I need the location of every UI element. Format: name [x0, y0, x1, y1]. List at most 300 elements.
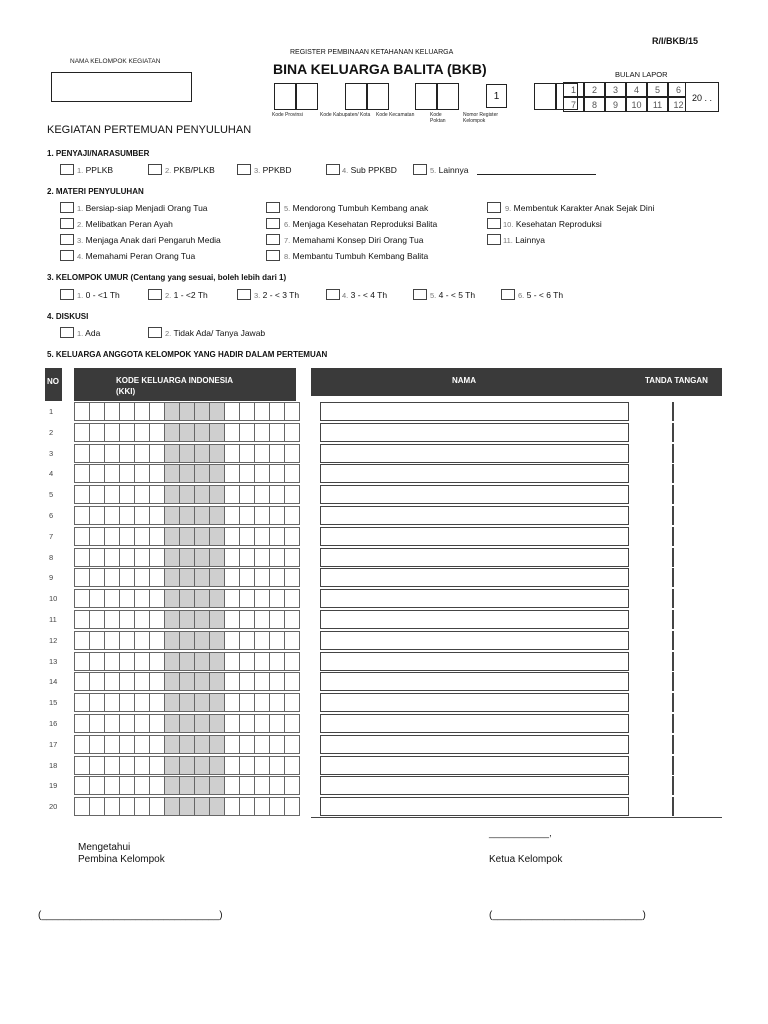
kki-digit-cell[interactable] [134, 610, 150, 629]
kki-digit-cell[interactable] [194, 548, 210, 567]
kki-digit-cell[interactable] [239, 714, 255, 733]
kki-digit-cell[interactable] [149, 610, 165, 629]
kki-digit-cell[interactable] [74, 402, 90, 421]
kki-digit-cell[interactable] [269, 464, 285, 483]
kki-digit-cell[interactable] [224, 797, 240, 816]
kki-digit-cell[interactable] [149, 672, 165, 691]
kki-digit-cell[interactable] [104, 423, 120, 442]
kki-digit-cell[interactable] [164, 693, 180, 712]
tanda-tangan-field[interactable] [672, 568, 674, 587]
kki-digit-cell[interactable] [239, 589, 255, 608]
kki-digit-cell[interactable] [239, 776, 255, 795]
kki-digit-cell[interactable] [254, 776, 270, 795]
kki-digit-cell[interactable] [134, 423, 150, 442]
kki-digit-cell[interactable] [269, 652, 285, 671]
kki-digit-cell[interactable] [89, 485, 105, 504]
nama-field[interactable] [320, 776, 629, 795]
tanda-tangan-field[interactable] [672, 756, 674, 775]
kki-digit-cell[interactable] [149, 527, 165, 546]
kki-digit-cell[interactable] [194, 693, 210, 712]
q1-lainnya-line[interactable] [477, 174, 596, 175]
kki-digit-cell[interactable] [104, 464, 120, 483]
kki-digit-cell[interactable] [119, 693, 135, 712]
kki-digit-cell[interactable] [164, 568, 180, 587]
nama-field[interactable] [320, 527, 629, 546]
kki-digit-cell[interactable] [164, 464, 180, 483]
nama-field[interactable] [320, 735, 629, 754]
kki-digit-cell[interactable] [179, 589, 195, 608]
nama-field[interactable] [320, 589, 629, 608]
kki-digit-cell[interactable] [134, 672, 150, 691]
kki-digit-cell[interactable] [164, 797, 180, 816]
kki-digit-cell[interactable] [284, 714, 300, 733]
kki-digit-cell[interactable] [284, 589, 300, 608]
nama-field[interactable] [320, 631, 629, 650]
kki-digit-cell[interactable] [239, 506, 255, 525]
tahun-box[interactable]: 20 . . [685, 82, 719, 112]
kki-digit-cell[interactable] [89, 610, 105, 629]
kki-digit-cell[interactable] [119, 797, 135, 816]
register-number-box[interactable]: 1 [486, 84, 507, 108]
kki-digit-cell[interactable] [134, 444, 150, 463]
kki-digit-cell[interactable] [194, 568, 210, 587]
month-8[interactable]: 8 [584, 97, 605, 112]
tanda-tangan-field[interactable] [672, 735, 674, 754]
kki-digit-cell[interactable] [224, 444, 240, 463]
tanda-tangan-field[interactable] [672, 506, 674, 525]
kki-digit-cell[interactable] [149, 464, 165, 483]
kki-digit-cell[interactable] [89, 589, 105, 608]
kki-digit-cell[interactable] [179, 444, 195, 463]
kki-digit-cell[interactable] [104, 756, 120, 775]
q3-checkbox-2[interactable] [148, 289, 162, 300]
signature-pembina[interactable]: (________________________________) [38, 910, 223, 921]
q2-checkbox-5[interactable] [266, 202, 280, 213]
kki-digit-cell[interactable] [269, 423, 285, 442]
tanda-tangan-field[interactable] [672, 485, 674, 504]
kki-digit-cell[interactable] [164, 527, 180, 546]
kki-digit-cell[interactable] [74, 756, 90, 775]
kki-digit-cell[interactable] [74, 444, 90, 463]
kki-digit-cell[interactable] [224, 735, 240, 754]
kki-digit-cell[interactable] [224, 714, 240, 733]
kki-digit-cell[interactable] [164, 652, 180, 671]
kki-digit-cell[interactable] [179, 568, 195, 587]
kki-digit-cell[interactable] [209, 652, 225, 671]
kki-digit-cell[interactable] [179, 464, 195, 483]
kki-digit-cell[interactable] [134, 797, 150, 816]
kki-digit-cell[interactable] [209, 568, 225, 587]
kki-digit-cell[interactable] [269, 589, 285, 608]
nama-field[interactable] [320, 714, 629, 733]
kki-digit-cell[interactable] [179, 776, 195, 795]
kki-digit-cell[interactable] [194, 672, 210, 691]
month-3[interactable]: 3 [605, 82, 626, 97]
kki-digit-cell[interactable] [119, 444, 135, 463]
kki-digit-cell[interactable] [284, 444, 300, 463]
kki-digit-cell[interactable] [119, 631, 135, 650]
kki-digit-cell[interactable] [149, 568, 165, 587]
q1-checkbox-5[interactable] [413, 164, 427, 175]
nama-field[interactable] [320, 548, 629, 567]
kki-digit-cell[interactable] [194, 631, 210, 650]
kki-digit-cell[interactable] [224, 756, 240, 775]
tanda-tangan-field[interactable] [672, 402, 674, 421]
kki-digit-cell[interactable] [254, 402, 270, 421]
kki-digit-cell[interactable] [179, 714, 195, 733]
kki-digit-cell[interactable] [74, 652, 90, 671]
kki-digit-cell[interactable] [254, 797, 270, 816]
kode-kecamatan-box-1[interactable] [415, 83, 437, 110]
tanda-tangan-field[interactable] [672, 527, 674, 546]
kki-digit-cell[interactable] [254, 568, 270, 587]
kki-digit-cell[interactable] [254, 735, 270, 754]
kki-digit-cell[interactable] [149, 631, 165, 650]
tanda-tangan-field[interactable] [672, 672, 674, 691]
kki-digit-cell[interactable] [134, 735, 150, 754]
month-11[interactable]: 11 [647, 97, 668, 112]
kki-digit-cell[interactable] [164, 776, 180, 795]
kki-digit-cell[interactable] [179, 402, 195, 421]
kki-digit-cell[interactable] [284, 693, 300, 712]
q2-checkbox-2[interactable] [60, 218, 74, 229]
kki-digit-cell[interactable] [104, 672, 120, 691]
nama-field[interactable] [320, 423, 629, 442]
kki-digit-cell[interactable] [209, 610, 225, 629]
kki-digit-cell[interactable] [179, 631, 195, 650]
kki-digit-cell[interactable] [224, 672, 240, 691]
kki-digit-cell[interactable] [119, 756, 135, 775]
kki-digit-cell[interactable] [104, 714, 120, 733]
kki-digit-cell[interactable] [74, 589, 90, 608]
q1-checkbox-1[interactable] [60, 164, 74, 175]
kki-digit-cell[interactable] [239, 672, 255, 691]
kki-digit-cell[interactable] [269, 735, 285, 754]
kki-digit-cell[interactable] [74, 631, 90, 650]
kki-digit-cell[interactable] [239, 568, 255, 587]
kki-digit-cell[interactable] [164, 756, 180, 775]
kki-digit-cell[interactable] [89, 714, 105, 733]
kki-digit-cell[interactable] [239, 652, 255, 671]
kki-digit-cell[interactable] [254, 485, 270, 504]
kode-poktan-box-1[interactable] [534, 83, 556, 110]
kki-digit-cell[interactable] [164, 735, 180, 754]
kki-digit-cell[interactable] [284, 423, 300, 442]
tanda-tangan-field[interactable] [672, 631, 674, 650]
kki-digit-cell[interactable] [149, 693, 165, 712]
kki-digit-cell[interactable] [74, 485, 90, 504]
kki-digit-cell[interactable] [269, 714, 285, 733]
kki-digit-cell[interactable] [269, 610, 285, 629]
kki-digit-cell[interactable] [149, 797, 165, 816]
q4-checkbox-1[interactable] [60, 327, 74, 338]
kki-digit-cell[interactable] [239, 444, 255, 463]
kki-digit-cell[interactable] [269, 756, 285, 775]
kki-digit-cell[interactable] [89, 464, 105, 483]
kki-digit-cell[interactable] [224, 652, 240, 671]
kki-digit-cell[interactable] [104, 589, 120, 608]
kki-digit-cell[interactable] [74, 423, 90, 442]
kki-digit-cell[interactable] [269, 776, 285, 795]
kki-digit-cell[interactable] [254, 506, 270, 525]
kki-digit-cell[interactable] [269, 631, 285, 650]
kki-digit-cell[interactable] [269, 672, 285, 691]
month-5[interactable]: 5 [647, 82, 668, 97]
kki-digit-cell[interactable] [179, 756, 195, 775]
q2-checkbox-4[interactable] [60, 250, 74, 261]
kki-digit-cell[interactable] [224, 568, 240, 587]
kki-digit-cell[interactable] [134, 756, 150, 775]
kki-digit-cell[interactable] [89, 402, 105, 421]
q1-checkbox-2[interactable] [148, 164, 162, 175]
q2-checkbox-11[interactable] [487, 234, 501, 245]
kki-digit-cell[interactable] [239, 423, 255, 442]
kki-digit-cell[interactable] [149, 485, 165, 504]
kki-digit-cell[interactable] [74, 735, 90, 754]
kki-digit-cell[interactable] [134, 652, 150, 671]
kki-digit-cell[interactable] [134, 527, 150, 546]
kki-digit-cell[interactable] [224, 589, 240, 608]
kki-digit-cell[interactable] [269, 444, 285, 463]
q2-checkbox-9[interactable] [487, 202, 501, 213]
kki-digit-cell[interactable] [284, 506, 300, 525]
nama-kelompok-input[interactable] [51, 72, 192, 102]
kode-provinsi-box-2[interactable] [296, 83, 318, 110]
footer-date-line[interactable]: ____________, [489, 828, 552, 838]
kki-digit-cell[interactable] [224, 548, 240, 567]
kki-digit-cell[interactable] [149, 402, 165, 421]
kki-digit-cell[interactable] [179, 610, 195, 629]
q2-checkbox-8[interactable] [266, 250, 280, 261]
kki-digit-cell[interactable] [284, 548, 300, 567]
kki-digit-cell[interactable] [224, 631, 240, 650]
kki-digit-cell[interactable] [254, 693, 270, 712]
kki-digit-cell[interactable] [194, 464, 210, 483]
month-2[interactable]: 2 [584, 82, 605, 97]
nama-field[interactable] [320, 756, 629, 775]
kki-digit-cell[interactable] [89, 506, 105, 525]
kki-digit-cell[interactable] [284, 776, 300, 795]
kki-digit-cell[interactable] [254, 652, 270, 671]
tanda-tangan-field[interactable] [672, 776, 674, 795]
kki-digit-cell[interactable] [254, 423, 270, 442]
kki-digit-cell[interactable] [209, 756, 225, 775]
kki-digit-cell[interactable] [149, 756, 165, 775]
kki-digit-cell[interactable] [179, 735, 195, 754]
kki-digit-cell[interactable] [119, 548, 135, 567]
kki-digit-cell[interactable] [179, 672, 195, 691]
kki-digit-cell[interactable] [104, 548, 120, 567]
tanda-tangan-field[interactable] [672, 423, 674, 442]
tanda-tangan-field[interactable] [672, 548, 674, 567]
kki-digit-cell[interactable] [149, 776, 165, 795]
kki-digit-cell[interactable] [134, 506, 150, 525]
q3-checkbox-6[interactable] [501, 289, 515, 300]
kki-digit-cell[interactable] [284, 610, 300, 629]
kki-digit-cell[interactable] [119, 735, 135, 754]
kki-digit-cell[interactable] [254, 756, 270, 775]
kki-digit-cell[interactable] [74, 464, 90, 483]
kki-digit-cell[interactable] [134, 464, 150, 483]
kki-digit-cell[interactable] [89, 672, 105, 691]
tanda-tangan-field[interactable] [672, 444, 674, 463]
kki-digit-cell[interactable] [149, 735, 165, 754]
nama-field[interactable] [320, 610, 629, 629]
q3-checkbox-1[interactable] [60, 289, 74, 300]
nama-field[interactable] [320, 444, 629, 463]
kki-digit-cell[interactable] [254, 672, 270, 691]
kki-digit-cell[interactable] [74, 776, 90, 795]
kki-digit-cell[interactable] [74, 610, 90, 629]
kki-digit-cell[interactable] [74, 714, 90, 733]
kode-provinsi-box-1[interactable] [274, 83, 296, 110]
kki-digit-cell[interactable] [149, 589, 165, 608]
kki-digit-cell[interactable] [224, 693, 240, 712]
kki-digit-cell[interactable] [164, 548, 180, 567]
nama-field[interactable] [320, 402, 629, 421]
kki-digit-cell[interactable] [74, 527, 90, 546]
kki-digit-cell[interactable] [254, 714, 270, 733]
kki-digit-cell[interactable] [209, 631, 225, 650]
kki-digit-cell[interactable] [194, 444, 210, 463]
kki-digit-cell[interactable] [194, 652, 210, 671]
kki-digit-cell[interactable] [269, 568, 285, 587]
kki-digit-cell[interactable] [89, 548, 105, 567]
kki-digit-cell[interactable] [164, 402, 180, 421]
kki-digit-cell[interactable] [224, 776, 240, 795]
kki-digit-cell[interactable] [119, 527, 135, 546]
kki-digit-cell[interactable] [209, 527, 225, 546]
kki-digit-cell[interactable] [104, 444, 120, 463]
kki-digit-cell[interactable] [164, 444, 180, 463]
kki-digit-cell[interactable] [149, 444, 165, 463]
kki-digit-cell[interactable] [269, 485, 285, 504]
kki-digit-cell[interactable] [104, 527, 120, 546]
kki-digit-cell[interactable] [239, 402, 255, 421]
kki-digit-cell[interactable] [119, 589, 135, 608]
kki-digit-cell[interactable] [284, 672, 300, 691]
kki-digit-cell[interactable] [74, 568, 90, 587]
kki-digit-cell[interactable] [254, 527, 270, 546]
q2-checkbox-7[interactable] [266, 234, 280, 245]
kki-digit-cell[interactable] [224, 610, 240, 629]
kki-digit-cell[interactable] [119, 485, 135, 504]
kki-digit-cell[interactable] [89, 776, 105, 795]
nama-field[interactable] [320, 464, 629, 483]
nama-field[interactable] [320, 672, 629, 691]
kki-digit-cell[interactable] [194, 776, 210, 795]
kki-digit-cell[interactable] [179, 423, 195, 442]
kki-digit-cell[interactable] [119, 776, 135, 795]
kki-digit-cell[interactable] [194, 735, 210, 754]
nama-field[interactable] [320, 506, 629, 525]
kki-digit-cell[interactable] [134, 776, 150, 795]
kki-digit-cell[interactable] [119, 672, 135, 691]
kki-digit-cell[interactable] [239, 464, 255, 483]
kki-digit-cell[interactable] [119, 652, 135, 671]
kki-digit-cell[interactable] [179, 652, 195, 671]
kki-digit-cell[interactable] [134, 485, 150, 504]
kki-digit-cell[interactable] [119, 568, 135, 587]
kki-digit-cell[interactable] [89, 444, 105, 463]
kki-digit-cell[interactable] [239, 527, 255, 546]
kki-digit-cell[interactable] [104, 797, 120, 816]
tanda-tangan-field[interactable] [672, 693, 674, 712]
kki-digit-cell[interactable] [239, 756, 255, 775]
kki-digit-cell[interactable] [269, 797, 285, 816]
kki-digit-cell[interactable] [209, 735, 225, 754]
kki-digit-cell[interactable] [284, 464, 300, 483]
q2-checkbox-3[interactable] [60, 234, 74, 245]
kki-digit-cell[interactable] [209, 485, 225, 504]
kki-digit-cell[interactable] [239, 548, 255, 567]
kki-digit-cell[interactable] [104, 631, 120, 650]
kki-digit-cell[interactable] [209, 797, 225, 816]
kki-digit-cell[interactable] [134, 693, 150, 712]
kki-digit-cell[interactable] [209, 464, 225, 483]
nama-field[interactable] [320, 797, 629, 816]
kki-digit-cell[interactable] [119, 402, 135, 421]
kki-digit-cell[interactable] [149, 548, 165, 567]
tanda-tangan-field[interactable] [672, 714, 674, 733]
kki-digit-cell[interactable] [89, 527, 105, 546]
kki-digit-cell[interactable] [284, 756, 300, 775]
month-7[interactable]: 7 [563, 97, 584, 112]
kki-digit-cell[interactable] [194, 402, 210, 421]
kki-digit-cell[interactable] [224, 423, 240, 442]
month-9[interactable]: 9 [605, 97, 626, 112]
kki-digit-cell[interactable] [194, 797, 210, 816]
month-4[interactable]: 4 [626, 82, 647, 97]
tanda-tangan-field[interactable] [672, 797, 674, 816]
q1-checkbox-4[interactable] [326, 164, 340, 175]
kki-digit-cell[interactable] [209, 714, 225, 733]
kki-digit-cell[interactable] [179, 693, 195, 712]
kki-digit-cell[interactable] [209, 672, 225, 691]
kki-digit-cell[interactable] [194, 423, 210, 442]
kki-digit-cell[interactable] [194, 610, 210, 629]
kki-digit-cell[interactable] [149, 423, 165, 442]
tanda-tangan-field[interactable] [672, 589, 674, 608]
kki-digit-cell[interactable] [119, 506, 135, 525]
kki-digit-cell[interactable] [89, 797, 105, 816]
kki-digit-cell[interactable] [254, 464, 270, 483]
month-1[interactable]: 1 [563, 82, 584, 97]
kki-digit-cell[interactable] [149, 714, 165, 733]
nama-field[interactable] [320, 693, 629, 712]
kki-digit-cell[interactable] [254, 589, 270, 608]
kki-digit-cell[interactable] [89, 652, 105, 671]
kki-digit-cell[interactable] [284, 797, 300, 816]
kode-kabupaten-box-1[interactable] [345, 83, 367, 110]
kki-digit-cell[interactable] [284, 735, 300, 754]
kki-digit-cell[interactable] [239, 693, 255, 712]
kki-digit-cell[interactable] [134, 589, 150, 608]
q3-checkbox-3[interactable] [237, 289, 251, 300]
kki-digit-cell[interactable] [209, 548, 225, 567]
kki-digit-cell[interactable] [104, 776, 120, 795]
kki-digit-cell[interactable] [164, 423, 180, 442]
tanda-tangan-field[interactable] [672, 464, 674, 483]
tanda-tangan-field[interactable] [672, 652, 674, 671]
kki-digit-cell[interactable] [269, 693, 285, 712]
kki-digit-cell[interactable] [239, 797, 255, 816]
kki-digit-cell[interactable] [104, 402, 120, 421]
kki-digit-cell[interactable] [134, 548, 150, 567]
kki-digit-cell[interactable] [119, 714, 135, 733]
kki-digit-cell[interactable] [284, 485, 300, 504]
kki-digit-cell[interactable] [164, 631, 180, 650]
